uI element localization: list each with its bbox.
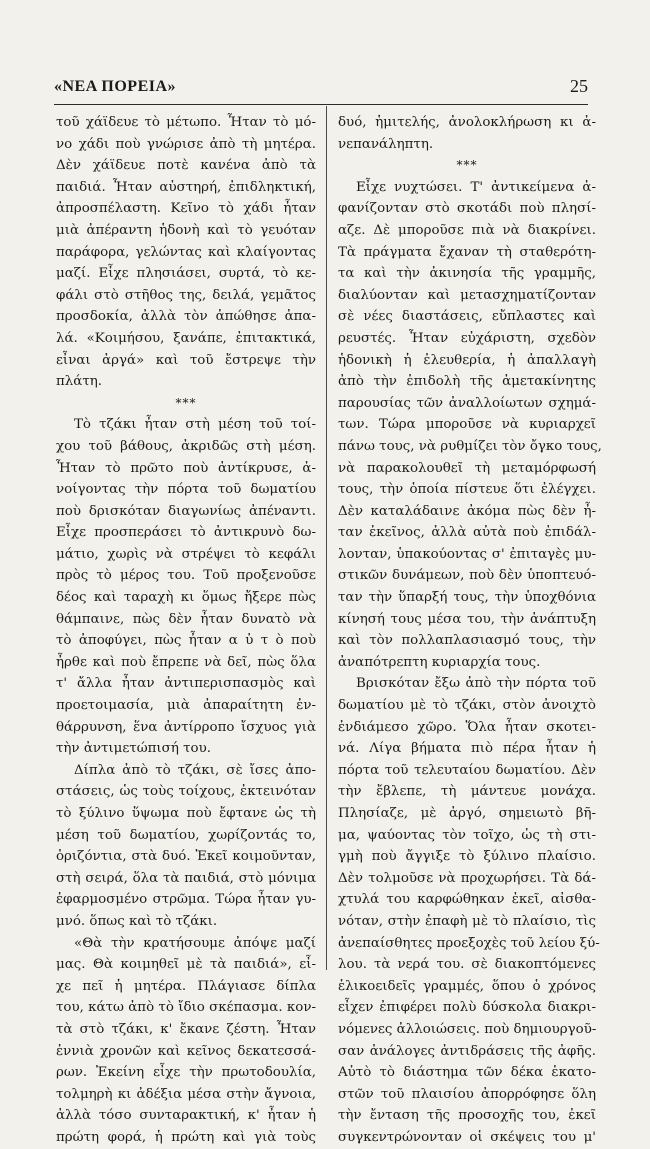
paragraph — [56, 760, 316, 933]
text-line: νο χάδι ποὺ γνώρισε ἀπὸ τὴ μητέρα. — [56, 136, 316, 152]
text-line: νοίγοντας τὴν πόρτα τοῦ δωματίου — [56, 482, 316, 498]
text-line: ταν ἐκεῖνος, ἀλλὰ αὐτὰ ποὺ ἐπιδάλ- — [338, 525, 596, 541]
text-line: τους, τὴν ὁποία πίστευε ὅτι ἐλέγχει. — [338, 482, 596, 498]
text-line: ὁριζόντια, στὰ δυό. Ἐκεῖ κοιμοῦνταν, — [56, 849, 316, 865]
text-line: Τὸ τζάκι ἦταν στὴ μέση τοῦ τοί- — [74, 417, 316, 433]
right-column — [338, 112, 602, 1149]
text-line: τὰ στὸ τζάκι, κ' ἔκανε ζέστη. Ἦταν — [56, 1021, 316, 1037]
text-line: πάνω τους, νὰ ρυθμίζει τὸν ὄγκο τους, — [338, 438, 602, 454]
text-line: ἐφαρμοσμένο στρῶμα. Τώρα ἦταν γυ- — [56, 892, 316, 908]
text-line: τὴν ἀντιμετώπισή του. — [56, 741, 211, 757]
text-line: τὸ ἀποφύγει, πὼς ἦταν α ὐ τ ὸ ποὺ — [56, 633, 316, 649]
text-line: παρουσίας τῶν ἀναλλοίωτων σχημά- — [338, 395, 596, 411]
running-title: «ΝΕΑ ΠΟΡΕΙΑ» — [54, 78, 177, 95]
text-line: δυό, ἡμιτελής, ἀνολοκλήρωση κι ἀ- — [338, 115, 596, 130]
text-line: πλάτη. — [56, 374, 103, 390]
text-line: ἦρθε καὶ ποὺ ἔπρεπε νὰ δεῖ, πὼς ὅλα — [56, 654, 316, 670]
page-number: 25 — [570, 76, 588, 96]
text-line: Δὲν χάϊδευε ποτὲ κανένα ἀπὸ τὰ — [56, 158, 316, 174]
text-line: ἡδονικὴ ἡ ἐλευθερία, ἡ ἀπαλλαγὴ — [338, 352, 596, 368]
text-line: σαν ἀνάλογες ἀντιδράσεις τῆς ἀφῆς. — [338, 1043, 596, 1059]
paragraph — [338, 112, 596, 155]
text-line: τοῦ χάϊδευε τὸ μέτωπο. Ἦταν τὸ μό- — [56, 115, 316, 130]
text-line: ἑλικοειδεῖς γραμμές, ὅπου ὁ χρόνος — [338, 978, 596, 994]
text-line: στικῶν δυνάμεων, ποὺ δὲν ὑποπτευό- — [338, 568, 596, 584]
text-line: παιδιά. Ἦταν αὐστηρή, ἐπιδληκτική, — [56, 179, 316, 195]
text-line: Πλησίαζε, μὲ ἀργό, σημειωτὸ βῆ- — [338, 806, 596, 821]
text-line: λά. «Κοιμήσου, ξανάπε, ἐπιτακτικά, — [56, 330, 316, 346]
text-line: μάτιο, χωρὶς νὰ στρέψει τὸ κεφάλι — [56, 546, 316, 562]
text-line: ρευστές. Ἦταν εὐχάριστη, σχεδὸν — [338, 330, 596, 346]
text-line: λου. τὰ νερά του. σὲ διακοπτόμενες — [338, 957, 596, 973]
text-line: Εἶχε προσπεράσει τὸ ἀντικρυνὸ δω- — [56, 525, 316, 541]
text-line: τα καὶ τὴν ἀκινησία τῆς γραμμῆς, — [338, 266, 596, 282]
page-header — [54, 74, 588, 102]
text-line: ἀνεπαίσθητες προεξοχὲς τοῦ λείου ξύ- — [338, 935, 600, 951]
text-line: λονταν, ὑπακούοντας σ' ἐπιταγὲς μυ- — [338, 546, 596, 562]
text-line: αζε. Δὲ μποροῦσε πιὰ νὰ διακρίνει. — [338, 222, 596, 238]
paragraph — [56, 112, 316, 393]
text-line: Δὲν καταλάδαινε ἀκόμα πὼς δὲν ἦ- — [338, 503, 596, 519]
text-line: ποὺ δρισκόταν διαγωνίως ἀπέναντι. — [56, 503, 316, 519]
text-line: δέος καὶ ταραχὴ κι ὅμως ἤξερε πὼς — [56, 590, 316, 606]
text-line: τὴν ἔβλεπε, τὴ μάντευε μονάχα. — [338, 784, 596, 800]
text-line: Βρισκόταν ἔξω ἀπὸ τὴν πόρτα τοῦ — [356, 676, 596, 692]
text-line: νεπανάληπτη. — [338, 136, 434, 152]
text-line: τ' ἄλλα ἦταν ἀντιπερισπασμὸς καὶ — [56, 676, 316, 692]
text-line: εἶναι ἀργά» καὶ τοῦ ἔστρεψε τὴν — [56, 352, 316, 368]
text-line: των. Τώρα μποροῦσε νὰ κυριαρχεῖ — [338, 417, 596, 433]
paragraph — [56, 414, 316, 760]
section-break: *** — [456, 158, 478, 173]
text-line: χτυλά του καρφώθηκαν ἐκεῖ, αἰσθα- — [338, 892, 596, 908]
text-line: τολμηρὴ κι ἀδέξια μέσα στὴν ἄγνοια, — [56, 1086, 316, 1102]
text-line: Αὐτὸ τὸ διάστημα τῶν δέκα ἑκατο- — [338, 1065, 596, 1081]
paragraph — [338, 177, 602, 674]
text-line: χε πεῖ ἡ μητέρα. Πλάγιασε δίπλα — [56, 978, 316, 994]
text-line: τὸ ξύλινο ὕψωμα ποὺ ἔφτανε ὡς τὴ — [56, 806, 316, 821]
text-line: Δὲν τολμοῦσε νὰ προχωρήσει. Τὰ δά- — [338, 870, 596, 886]
text-line: δωματίου μὲ τὸ τζάκι, στὸν ἀνοιχτὸ — [338, 698, 596, 714]
text-line: παράφορα, γελώντας καὶ κλαίγοντας — [56, 244, 316, 260]
text-line: Δίπλα ἀπὸ τὸ τζάκι, σὲ ἴσες ἀπο- — [74, 762, 316, 778]
text-line: χου τοῦ βάθους, ἀκριδῶς στὴ μέση. — [56, 438, 316, 454]
text-line: μα, ψαύοντας τὸν τοῖχο, ὡς τὴ στι- — [338, 827, 596, 843]
text-line: Τὰ πράγματα ἔχαναν τὴ σταθερότη- — [338, 244, 596, 260]
text-line: ἀπὸ τὴν ἐπιδολὴ τῆς ἀμετακίνητης — [338, 374, 596, 390]
text-line: καὶ τὸν πολλαπλασιασμό τους, τὴν — [338, 633, 596, 649]
text-line: ἐννιὰ χρονῶν καὶ κεῖνος δεκατεσσά- — [56, 1043, 316, 1059]
text-line: πρὸς τὸ μέρος του. Τοῦ προξενοῦσε — [56, 568, 316, 584]
text-line: φάλι στὸ στῆθος της, δειλά, γεμᾶτος — [56, 287, 316, 303]
column-divider — [326, 106, 327, 970]
section-break: *** — [175, 395, 197, 410]
text-line: πρώτη φορά, ἡ πρώτη καὶ γιὰ τοὺς — [56, 1129, 316, 1145]
text-line: γμὴ ποὺ ἄγγιξε τὸ ξύλινο πλαίσιο. — [338, 849, 596, 865]
text-line: σὲ νέες διαστάσεις, εὔπλαστες καὶ — [338, 309, 596, 325]
text-line: πόρτα τοῦ τελευταίου δωματίου. Δὲν — [338, 762, 596, 778]
text-line: Εἶχε νυχτώσει. Τ' ἀντικείμενα ἀ- — [356, 179, 596, 195]
text-line: ἀλλὰ τόσο συνταρακτική, κ' ἦταν ἡ — [56, 1108, 316, 1124]
text-line: νά. Λίγα βήματα πιὸ πέρα ἦταν ἡ — [338, 741, 596, 757]
text-line: μιὰ ἀπέραντη ἡδονὴ καὶ τὸ γευόταν — [56, 222, 316, 238]
text-line: διαλύονταν καὶ μετασχηματίζονταν — [338, 287, 596, 303]
text-line: εἶχεν ἐπιφέρει πολὺ δύσκολα διακρι- — [338, 1000, 596, 1016]
text-line: συγκεντρώνονταν οἱ σκέψεις του μ' — [338, 1129, 596, 1145]
text-line: νὰ παρακολουθεῖ τὴ μεταμόρφωσή — [338, 460, 596, 476]
text-line: μνό. ὅπως καὶ τὸ τζάκι. — [56, 913, 218, 929]
text-line: ἐνδιάμεσο χῶρο. Ὅλα ἦταν σκοτει- — [338, 719, 596, 735]
text-line: φανίζονταν στὸ σκοτάδι ποὺ πλησί- — [338, 201, 596, 217]
paragraph — [338, 673, 600, 1148]
left-column — [56, 112, 316, 1149]
text-line: ταν τὴν ὕπαρξή τους, τὴν ὑποχθόνια — [338, 590, 596, 606]
text-line: θάρρυνση, ἕνα ἀντίρροπο ἴσχυος γιὰ — [56, 719, 316, 735]
text-line: μέση τοῦ δωματίου, χωρίζοντάς το, — [56, 827, 316, 843]
text-line: προετοιμασία, μιὰ ἀπαραίτητη ἐν- — [56, 698, 316, 714]
text-line: κίνησή τους μέσα του, τὴν ἀνάπτυξη — [338, 611, 596, 627]
text-line: «Θὰ τὴν κρατήσουμε ἀπόψε μαζί — [74, 935, 316, 951]
text-line: μαζί. Εἶχε πλησιάσει, συρτά, τὸ κε- — [56, 266, 316, 282]
text-line: στάσεις, ὡς τοὺς τοίχους, ἐκτεινόταν — [56, 784, 316, 800]
text-line: στῶν τοῦ πλαισίου ἀπορρόφησε ὅλη — [338, 1086, 596, 1102]
text-line: Ἦταν τὸ πρῶτο ποὺ ἀντίκρυσε, ἀ- — [56, 460, 316, 476]
text-line: τὴν ἔνταση τῆς προσοχῆς του, ἐκεῖ — [338, 1108, 596, 1124]
text-line: ἀναπότρεπτη κυριαρχία τους. — [338, 654, 541, 670]
text-line: του, κάτω ἀπὸ τὸ ἴδιο σκέπασμα. κον- — [56, 1000, 316, 1016]
text-line: στὴ σειρά, ὅλα τὰ παιδιά, στὸ μόνιμα — [56, 870, 316, 886]
text-line: νόμενες ἀλλοιώσεις. ποὺ δημιουργοῦ- — [338, 1021, 597, 1037]
text-line: νόταν, στὴν ἐπαφὴ μὲ τὸ πλαίσιο, τὶς — [338, 913, 596, 929]
text-line: ρων. Ἐκείνη εἶχε τὴν πρωτοδουλία, — [56, 1065, 316, 1081]
text-line: θάμπαινε, πὼς δὲν ἦταν δυνατὸ νὰ — [56, 611, 316, 627]
header-rule — [54, 104, 588, 105]
paragraph — [56, 933, 316, 1149]
text-line: μας. Θὰ κοιμηθεῖ μὲ τὰ παιδιά», εἶ- — [56, 957, 316, 973]
text-line: ἀπροσπέλαστη. Κεῖνο τὸ χάδι ἦταν — [56, 201, 316, 217]
text-line: προσδοκία, ἀλλὰ τὸν ἀπώθησε ἀπα- — [56, 309, 316, 325]
